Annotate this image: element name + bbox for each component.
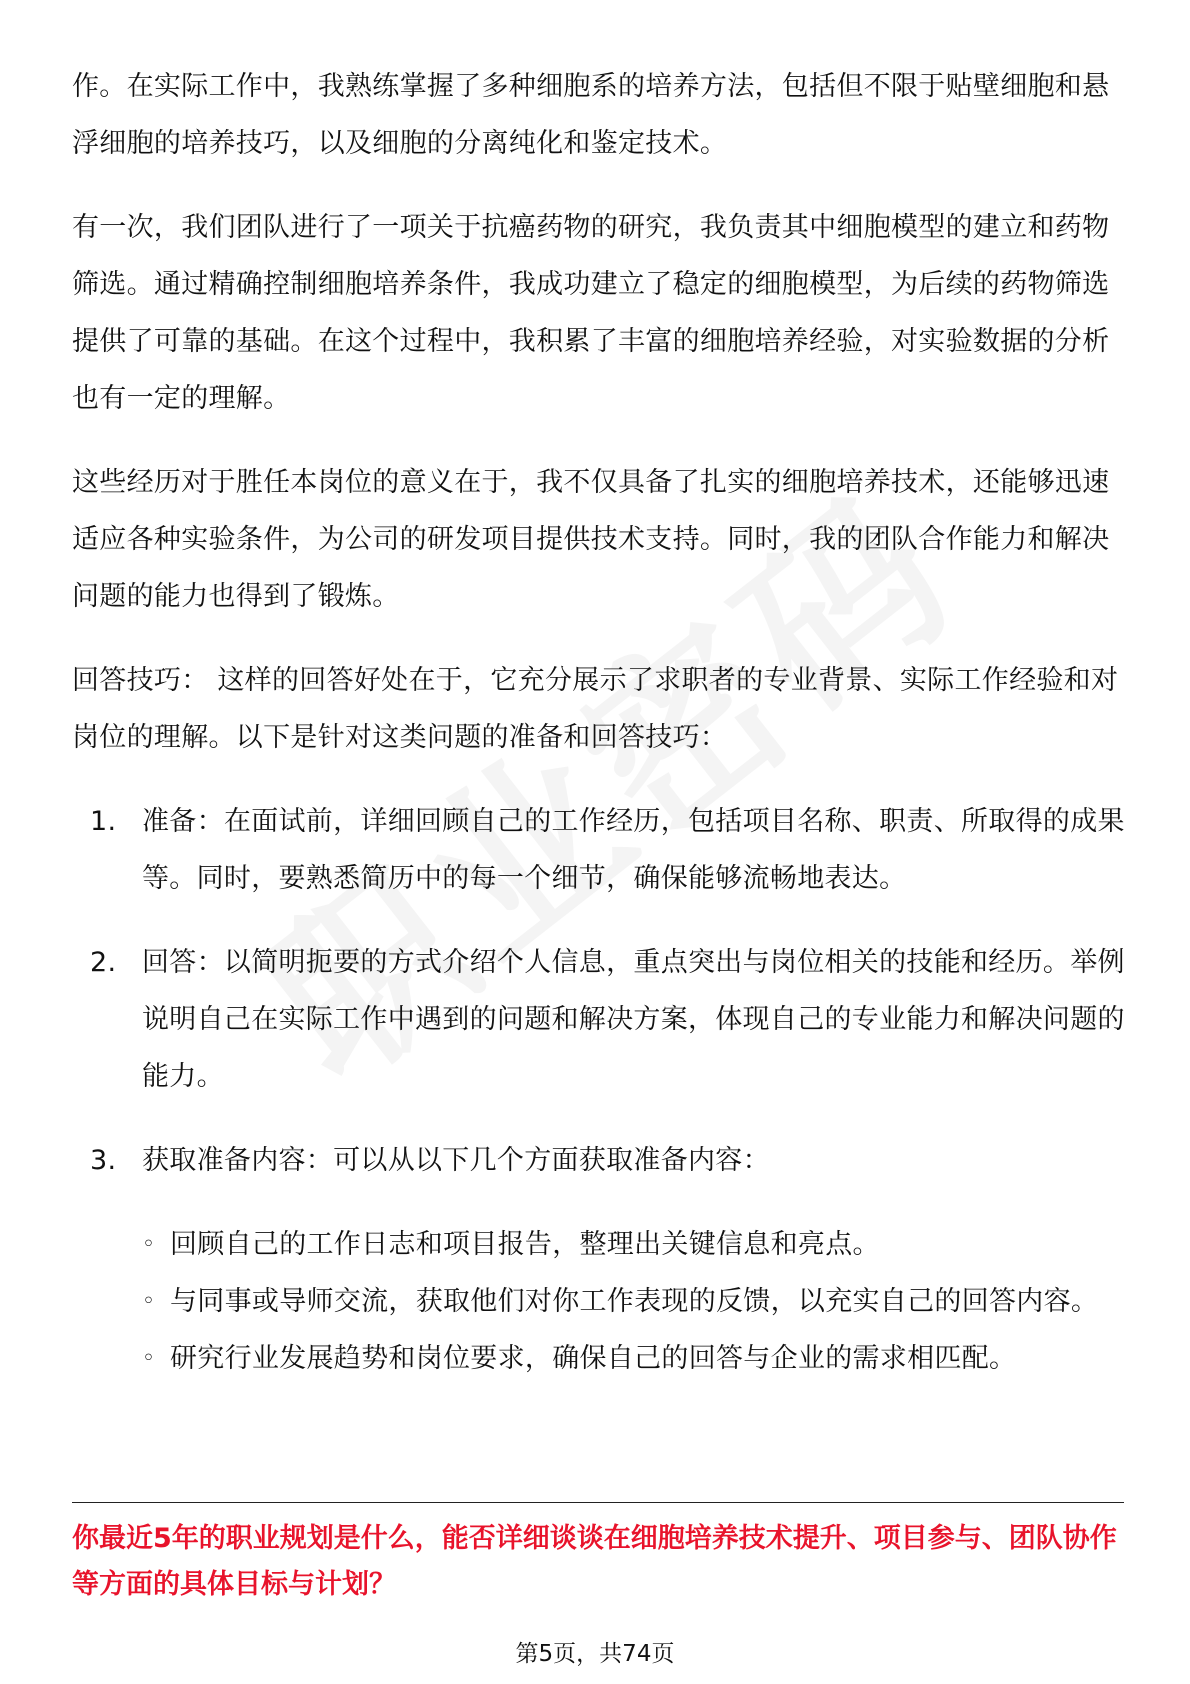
tips-list — [72, 793, 1132, 1387]
list-item-text: 准备：在面试前，详细回顾自己的工作经历，包括项目名称、职责、所取得的成果等。同时，要熟悉简历中的每一个细节，确保能够流畅地表达。 — [142, 806, 1125, 894]
list-item-text: 获取准备内容：可以从以下几个方面获取准备内容： — [142, 1145, 770, 1176]
paragraph-1: 作。在实际工作中，我熟练掌握了多种细胞系的培养方法，包括但不限于贴壁细胞和悬浮细胞的培养技巧，以及细胞的分离纯化和鉴定技术。 — [72, 71, 1110, 159]
next-question-heading: 你最近5年的职业规划是什么，能否详细谈谈在细胞培养技术提升、项目参与、团队协作等方面的具体目标与计划？ — [72, 1523, 1117, 1600]
list-item-text: 回答：以简明扼要的方式介绍个人信息，重点突出与岗位相关的技能和经历。举例说明自己在实际工作中遇到的问题和解决方案，体现自己的专业能力和解决问题的能力。 — [142, 947, 1125, 1092]
answer-tips-paragraph: 回答技巧： 这样的回答好处在于，它充分展示了求职者的专业背景、实际工作经验和对岗位的理解。以下是针对这类问题的准备和回答技巧： — [72, 665, 1119, 753]
section-divider — [72, 1502, 1124, 1503]
hollow-bullet-icon: ◦ — [142, 1346, 156, 1371]
list-number: 3. — [90, 1145, 117, 1176]
sub-list-item — [142, 1216, 1132, 1273]
page-number-footer: 第5页，共74页 — [515, 1641, 675, 1667]
hollow-bullet-icon: ◦ — [142, 1232, 156, 1257]
list-item — [90, 793, 1132, 907]
hollow-bullet-icon: ◦ — [142, 1289, 156, 1314]
sub-list-item-text: 研究行业发展趋势和岗位要求，确保自己的回答与企业的需求相匹配。 — [170, 1343, 1017, 1374]
list-item — [90, 934, 1132, 1105]
sub-list-item-text: 回顾自己的工作日志和项目报告，整理出关键信息和亮点。 — [170, 1229, 880, 1260]
content-body — [72, 58, 1132, 1414]
paragraph-2: 有一次，我们团队进行了一项关于抗癌药物的研究，我负责其中细胞模型的建立和药物筛选。通过精确控制细胞培养条件，我成功建立了稳定的细胞模型，为后续的药物筛选提供了可靠的基础。在这个过程中，我积累了丰富的细胞培养经验，对实验数据的分析也有一定的理解。 — [72, 212, 1110, 414]
list-number: 2. — [90, 947, 117, 978]
list-item — [90, 1132, 1132, 1387]
list-number: 1. — [90, 806, 117, 837]
sub-list-item-text: 与同事或导师交流，获取他们对你工作表现的反馈，以充实自己的回答内容。 — [170, 1286, 1099, 1317]
paragraph-3: 这些经历对于胜任本岗位的意义在于，我不仅具备了扎实的细胞培养技术，还能够迅速适应各种实验条件，为公司的研发项目提供技术支持。同时，我的团队合作能力和解决问题的能力也得到了锻炼。 — [72, 467, 1110, 612]
sub-list-item — [142, 1330, 1132, 1387]
sub-list-item — [142, 1273, 1132, 1330]
sub-list — [142, 1216, 1132, 1387]
